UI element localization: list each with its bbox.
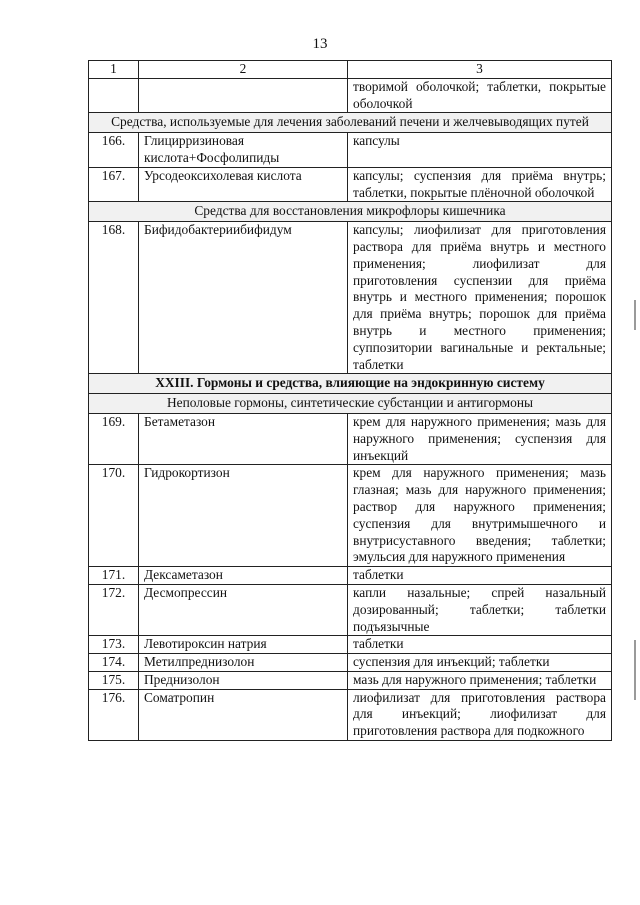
drug-name: Дексаметазон [139,567,348,585]
dosage-form: мазь для наружного применения; таблетки [348,671,612,689]
section-title-microflora: Средства для восстановления микрофлоры кишечника [89,202,612,222]
row-number: 171. [89,567,139,585]
dosage-form: суспензия для инъекций; таблетки [348,654,612,672]
table-row [89,654,612,672]
section-row-hormones [89,394,612,414]
table-row [89,465,612,567]
column-header-2: 2 [139,61,348,79]
table-row [89,584,612,635]
table-row [89,689,612,740]
table-row [89,167,612,202]
dosage-form: таблетки [348,636,612,654]
row-number: 175. [89,671,139,689]
table-row [89,222,612,374]
drug-name: Преднизолон [139,671,348,689]
page-number: 13 [312,36,328,52]
section-title-liver: Средства, используемые для лечения заболеваний печени и желчевыводящих путей [89,113,612,133]
row-number: 167. [89,167,139,202]
continuation-row [89,78,612,113]
scan-artifact [634,300,636,330]
medication-table [88,60,612,741]
row-number: 173. [89,636,139,654]
dosage-form: таблетки [348,567,612,585]
drug-name: Гидрокортизон [139,465,348,567]
dosage-form: крем для наружного применения; мазь для наружного применения; суспензия для инъекций [348,413,612,464]
scan-artifact [634,640,636,700]
drug-name: Бетаметазон [139,413,348,464]
drug-name: Метилпреднизолон [139,654,348,672]
row-number: 169. [89,413,139,464]
section-row-liver [89,113,612,133]
dosage-form: капсулы; суспензия для приёма внутрь; таблетки, покрытые плёночной оболочкой [348,167,612,202]
dosage-form: капли назальные; спрей назальный дозированный; таблетки; таблетки подъязычные [348,584,612,635]
table-row [89,567,612,585]
dosage-form: капсулы [348,133,612,168]
table-row [89,413,612,464]
row-number: 170. [89,465,139,567]
row-number: 168. [89,222,139,374]
section-row-microflora [89,202,612,222]
drug-name: Урсодеоксихолевая кислота [139,167,348,202]
column-header-3: 3 [348,61,612,79]
table-row [89,636,612,654]
row-number: 174. [89,654,139,672]
section-title-hormones: Неполовые гормоны, синтетические субстанции и антигормоны [89,394,612,414]
row-number: 176. [89,689,139,740]
dosage-form: крем для наружного применения; мазь глазная; мазь для наружного применения; раствор для наружного применения; суспензия для внутримышечного и внутрисуставного введения; таблетки; эмульсия для наружного применения [348,465,612,567]
table-row [89,671,612,689]
dosage-form: капсулы; лиофилизат для приготовления раствора для приёма внутрь и местного применения; лиофилизат для приготовления суспензии для приёма внутрь и местного применения; порошок для приёма внутрь; порошок для приёма внутрь и местного применения; суппозитории вагинальные и ректальные; таблетки [348,222,612,374]
drug-name: Глицирризиновая кислота+Фосфолипиды [139,133,348,168]
continuation-form: творимой оболочкой; таблетки, покрытые оболочкой [348,78,612,113]
drug-name: Соматропин [139,689,348,740]
row-number: 172. [89,584,139,635]
drug-name: Десмопрессин [139,584,348,635]
chapter-row-23 [89,374,612,394]
table-row [89,133,612,168]
row-number: 166. [89,133,139,168]
table-header-row [89,61,612,79]
column-header-1: 1 [89,61,139,79]
dosage-form: лиофилизат для приготовления раствора для инъекций; лиофилизат для приготовления раствора для подкожного [348,689,612,740]
chapter-title-23: XXIII. Гормоны и средства, влияющие на эндокринную систему [89,374,612,394]
drug-name: Левотироксин натрия [139,636,348,654]
drug-name: Бифидобактериибифидум [139,222,348,374]
